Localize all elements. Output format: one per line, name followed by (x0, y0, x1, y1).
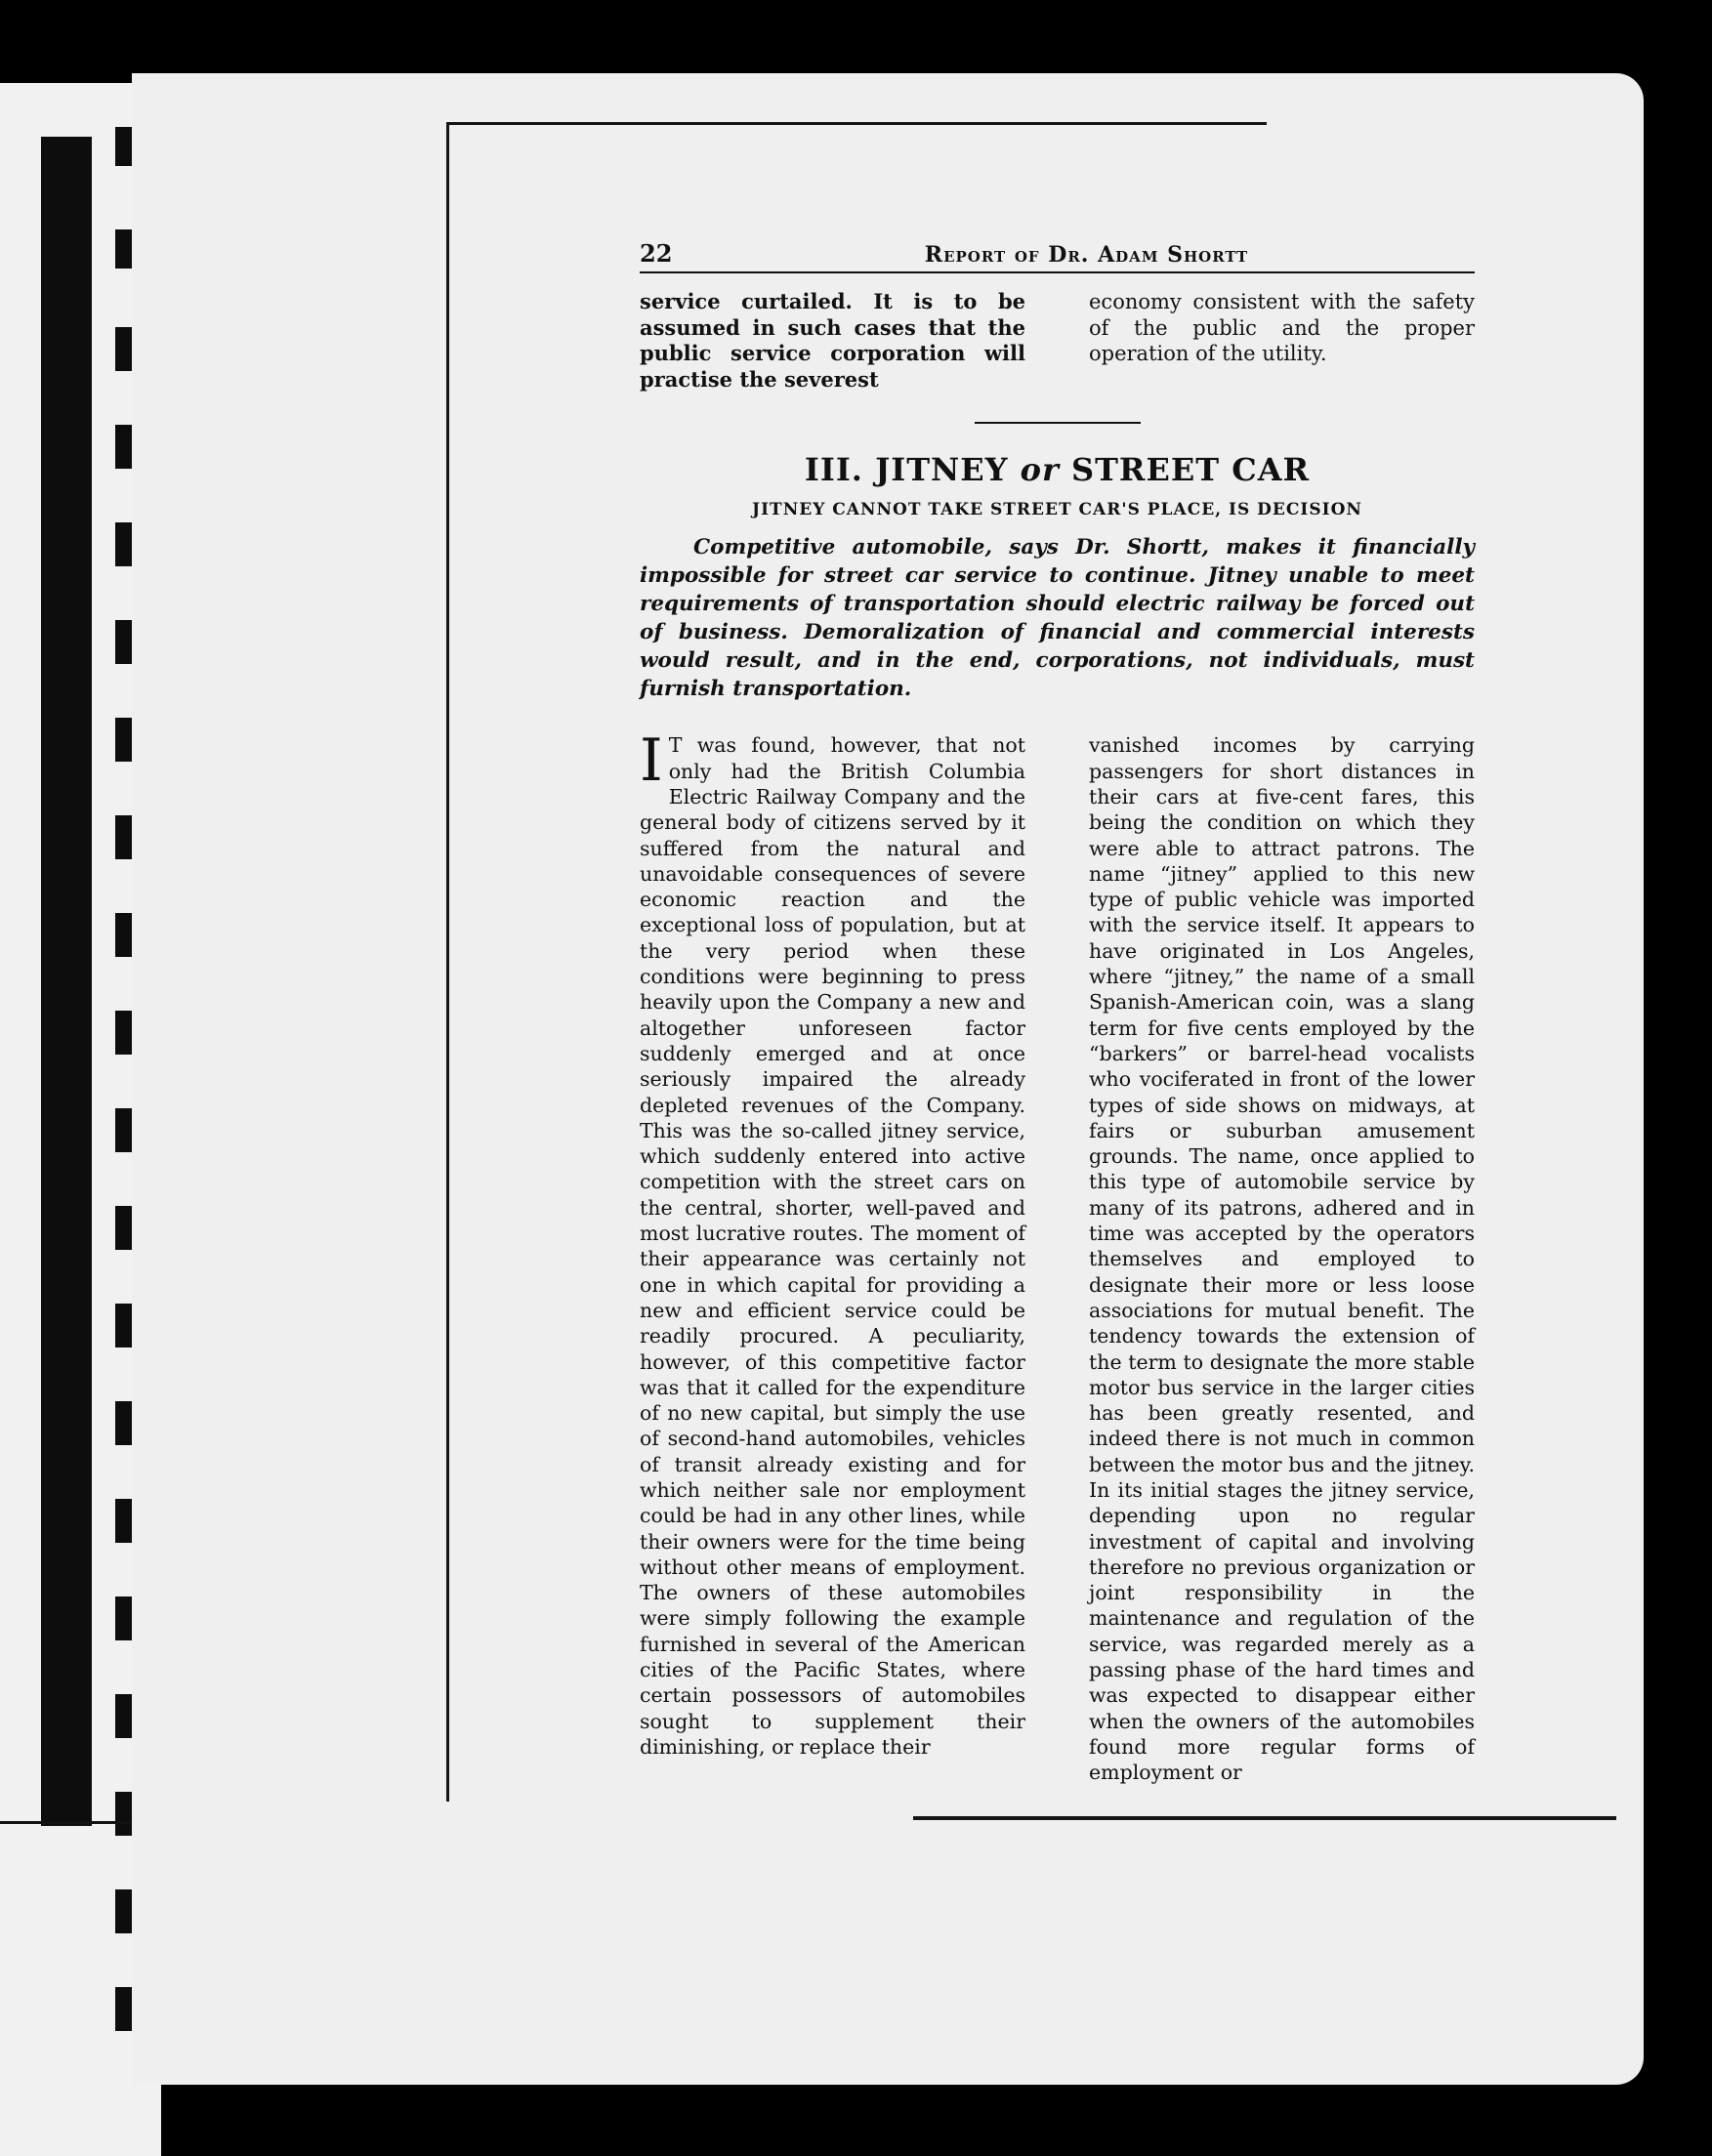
body-right-column: vanished incomes by carrying passengers for short distances in their cars at five-cent fares, this being the condition on which they were able to attract patrons. The name “jitney” applied to this new type of public vehicle was imported with the service itself. It appears to have originated in Los Angeles, where “jitney,” the name of a small Spanish-American coin, was a slang term for five cents employed by the “barkers” or barrel-head vocalists who vociferated in front of the lower types of side shows on midways, at fairs or suburban amusement grounds. The name, once applied to this type of automobile service by many of its patrons, adhered and in time was accepted by the operators themselves and employed to designate their more or less loose associations for mutual benefit. The tendency towards the extension of the term to designate the more stable motor bus service in the larger cities has been greatly resented, and indeed there is not much in common between the motor bus and the jitney. In its initial stages the jitney service, depending upon no regular investment of capital and involving therefore no previous organization or joint responsibility in the maintenance and regulation of the service, was regarded merely as a passing phase of the hard times and was expected to disappear either when the owners of the automobiles found more regular forms of employment or (1089, 733, 1475, 1785)
section-title (640, 451, 1475, 488)
drop-cap: I (640, 726, 663, 796)
body-columns (640, 726, 1475, 1785)
frame-line (446, 122, 449, 1802)
body-left-text: T was found, however, that not only had the British Columbia Electric Railway Company and the general body of citizens served by it suffered from the natural and unavoidable consequences of severe economic reaction and the exceptional loss of population, but at the very period when these conditions were beginning to press heavily upon the Company a new and altogether unforeseen factor suddenly emerged and at once seriously impaired the already depleted revenues of the Company. This was the so-called jitney service, which suddenly entered into active competition with the street cars on the central, shorter, well-paved and most lucrative routes. The moment of their appearance was certainly not one in which capital for providing a new and efficient service could be readily procured. A peculiarity, however, of this competitive factor was that it called for the expenditure of no new capital, but simply the use of second-hand automobiles, vehicles of transit already existing and for which neither sale nor employment could be had in any other lines, while their owners were for the time being without other means of employment. The owners of these automobiles were simply following the example furnished in several of the American cities of the Pacific States, where certain possessors of automobiles sought to supplement their diminishing, or replace their (640, 733, 1025, 1759)
page-number: 22 (640, 239, 673, 268)
top-text-right: economy consistent with the safety of the public and the proper operation of the utility. (1089, 290, 1475, 366)
top-text-left: service curtailed. It is to be assumed in such cases that the public service corporation will practise the severest (640, 289, 1025, 392)
body-left-column (640, 726, 1025, 1785)
section-divider (975, 422, 1141, 424)
top-text-columns (640, 289, 1475, 393)
frame-line (446, 122, 1267, 125)
section-subhead: JITNEY CANNOT TAKE STREET CAR'S PLACE, IS DECISION (752, 500, 1362, 520)
binding-bar (41, 137, 92, 1826)
section-title-main: III. JITNEY (804, 451, 1009, 489)
page-content (640, 239, 1475, 1786)
frame-line (913, 1816, 1616, 1820)
section-summary: Competitive automobile, says Dr. Shortt, makes it financially impossible for street car service to continue. Jitney unable to meet requirements of transportation should electric railway be forced out of business. Demoralization of financial and commercial interests would result, and in the end, corporations, not individuals, must furnish transportation. (640, 535, 1475, 702)
running-title: Report of Dr. Adam Shortt (924, 242, 1249, 268)
running-head (640, 239, 1475, 273)
section-title-or: or (1020, 451, 1060, 489)
section-title-end: STREET CAR (1070, 451, 1311, 489)
